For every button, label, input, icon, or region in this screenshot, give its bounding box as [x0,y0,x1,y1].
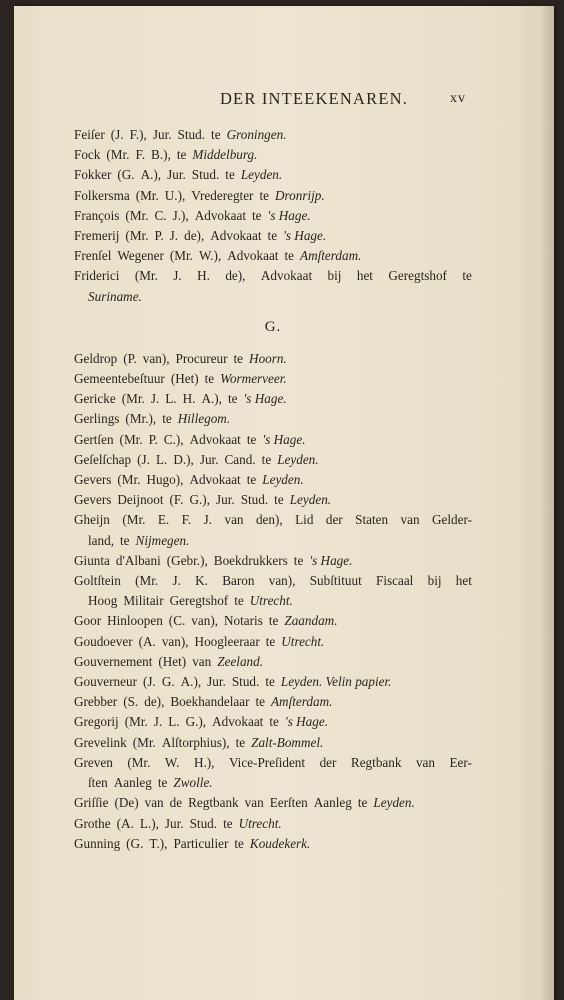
entry-word: François [74,207,120,223]
entry-word: F.), [129,127,147,142]
subscriber-entry [74,672,472,692]
subscriber-entry [74,652,472,672]
entry-word: Giunta [74,552,110,568]
entry-word: Grebber [74,694,118,710]
subscriber-entry [74,814,472,834]
entry-word: K. [195,573,208,589]
entry-word: Gouvernement [74,653,153,669]
entry-word: A.), [201,391,222,407]
entry-word: (J. [110,127,124,142]
entry-line [74,470,472,490]
entry-word: (Mr. [134,268,158,284]
entry-word: H. [182,391,196,407]
subscriber-entry [74,349,472,369]
entry-place: Koudekerk. [249,835,311,851]
entry-word: te [259,187,269,203]
entry-word: Geregtshof [169,593,229,609]
entry-word: Boekhandelaar [170,694,250,710]
entry-word: de), [184,228,205,244]
entry-word: te [265,633,276,649]
entry-word: Gouverneur [74,674,137,690]
entry-line [74,834,472,854]
entry-place: 's Hage. [309,552,353,568]
entry-word: Wegener [117,248,164,264]
entry-word: E. [157,512,170,528]
entry-word: Notaris [224,613,263,629]
entry-word: C. [154,207,167,223]
entry-line [74,349,472,369]
entry-word: te [261,451,272,467]
subscriber-entry [74,165,472,185]
entry-place: Zwolle. [173,775,213,791]
subscriber-entry [74,389,472,409]
entry-word: (Mr. [132,734,156,750]
entry-word: te [225,167,235,183]
entry-word: Vice-Preſident [228,754,306,770]
subscriber-entry [74,450,472,470]
entry-word: te [157,775,168,791]
entry-word: Fokker [74,167,112,183]
entry-word: Eerſten [269,795,308,811]
entry-place: Leyden. [289,492,332,508]
entry-line [74,450,472,470]
entry-place: Leyden. Velin papier. [280,674,392,690]
entry-line [74,409,472,429]
entry-word: Jur. [152,127,172,142]
entry-word: (C. [168,613,186,629]
page-number: xv [450,91,466,106]
entry-place: Amſterdam. [271,694,333,710]
entry-word: Gheijn [74,512,110,528]
entry-word: Gemeentebeſtuur [74,371,165,387]
entry-word: te [204,371,215,387]
entry-word: Geregtshof [388,268,447,284]
entry-word: Griſſie [74,795,109,811]
entry-word: de), [144,694,165,710]
entry-line [74,712,472,732]
entry-line [74,430,472,450]
entry-word: Staten [355,512,389,528]
entry-word: Gelder- [431,512,472,528]
entry-word: van [144,795,164,811]
entry-word: Gericke [74,391,116,407]
entry-place: Dronrijp. [274,187,325,203]
entry-line [74,165,472,185]
entry-line [74,266,472,286]
entry-line [74,692,472,712]
entry-word: U.), [164,187,186,203]
entry-word: van), [142,350,170,366]
entry-line [74,186,472,206]
entry-word: van), [191,613,219,629]
entry-line [74,814,472,834]
entry-word: (Mr. [125,228,149,244]
page-fold-shadow [540,6,554,1000]
entry-word: te [284,248,295,264]
entry-word: A.), [180,674,202,690]
entry-word: Aanleg [113,775,152,791]
entry-word: Hinloopen [107,613,163,629]
entry-place: Hillegom. [177,411,231,427]
entry-line [74,632,472,652]
entry-word: J. [169,228,179,244]
entry-word: A.), [140,167,162,183]
entry-word: (Mr. [135,187,159,203]
subscriber-entry [74,145,472,165]
entry-word: van [192,653,212,669]
entry-line [74,369,472,389]
entry-word: Feiſer [74,127,105,142]
entry-place: Leyden. [262,472,304,488]
entry-line [74,145,472,165]
entry-word: Goudoever [74,633,133,649]
entry-word: Regtbank [350,754,402,770]
entry-word: (Mr. [106,147,130,163]
entry-word: te [255,694,265,710]
entry-word: H.), [193,754,215,770]
subscriber-entry [74,125,472,145]
entry-word: Fremerij [74,228,120,244]
entry-word: Jur. [164,815,184,831]
entry-word: Gregorij [74,714,119,730]
entry-word: te [357,795,368,811]
entry-word: L. [168,714,180,730]
entry-line [74,672,472,692]
entry-continuation-line [74,591,472,611]
entry-word: J. [172,573,181,589]
entry-word: H. [197,268,210,284]
subscriber-entry [74,490,472,510]
subscriber-entry [74,226,472,246]
entry-place: Nijmegen. [135,532,190,548]
entry-word: (P. [123,350,137,366]
entry-word: Eer- [449,754,472,770]
entry-line [74,490,472,510]
entry-word: te [227,391,238,407]
section-g-entries [74,349,472,854]
entry-place: 's Hage. [243,391,287,407]
section-letter-g: G. [264,318,282,335]
entry-word: (Mr. [169,248,193,264]
subscriber-entry [74,510,472,550]
entry-word: Gertſen [74,431,114,447]
entry-word: (Mr. [122,512,146,528]
entry-word: Jur. [207,674,226,690]
entry-word: Stud. [240,492,269,508]
entry-place: Utrecht. [249,593,293,609]
entry-word: te [120,532,130,548]
entry-word: Particulier [173,835,229,851]
entry-place: 's Hage. [262,431,306,447]
entry-word: de), [225,268,246,284]
entry-word: (Mr. [119,431,143,447]
subscriber-entry [74,266,472,306]
subscriber-entry [74,692,472,712]
entry-word: (Gebr.), [166,552,208,568]
entry-place: Wormerveer. [220,371,287,387]
entry-word: Stud. [231,674,260,690]
entry-word: Stud. [191,167,220,183]
entry-word: van [415,754,435,770]
entry-word: te [176,147,187,163]
entry-word: P. [148,431,158,447]
entry-word: Militair [123,593,164,609]
entry-word: Boekdrukkers [213,552,288,568]
entry-word: te [269,714,279,730]
entry-word: de [169,795,183,811]
entry-word: Hugo), [146,472,184,488]
entry-word: te [234,593,244,609]
entry-word: (G. [126,835,144,851]
entry-word: Procureur [175,350,228,366]
entry-line [74,611,472,631]
entry-place: 's Hage. [284,714,329,730]
entry-line [74,125,472,145]
entry-word: Advokaat [210,228,262,244]
entry-word: d'Albani [115,552,161,568]
entry-line [74,571,472,591]
entry-word: Aanleg [313,795,352,811]
entry-place: Middelburg. [192,147,258,163]
entry-word: het [356,268,373,284]
entry-word: (A. [138,633,156,649]
entry-word: (De) [114,795,139,811]
entry-word: te [265,674,275,690]
entry-word: (F. [169,492,184,508]
subscriber-entry [74,632,472,652]
entry-word: Advokaat [189,472,241,488]
entry-word: (J. [142,674,156,690]
entry-word: Grevelink [74,734,127,750]
entry-word: Goltſtein [74,573,121,589]
entry-word: Fiscaal [375,573,414,589]
subscriber-entry [74,186,472,206]
entry-word: (Mr. [121,391,145,407]
entry-word: te [252,207,262,223]
entry-word: te [268,613,279,629]
entry-word: L. [155,451,168,467]
subscriber-list [74,125,472,854]
entry-word: Geſelſchap [74,451,132,467]
subscriber-entry [74,206,472,226]
entry-word: Advokaat [194,207,246,223]
subscriber-entry [74,430,472,450]
running-head: DER INTEEKENAREN. [219,89,409,108]
entry-word: van [244,795,264,811]
entry-word: Gevers [74,492,112,508]
entry-word: Alſtorphius), [161,734,230,750]
entry-word: van), [268,573,296,589]
section-f-entries [74,125,472,307]
entry-word: bij [427,573,442,589]
entry-continuation-line [74,531,472,551]
subscriber-entry [74,733,472,753]
entry-word: (S. [123,694,139,710]
entry-word: Friderici [74,268,120,284]
entry-place: 's Hage. [283,228,327,244]
entry-word: te [293,552,304,568]
entry-place: Zaandam. [284,613,338,629]
entry-word: van [400,512,420,528]
entry-word: Jur. [167,167,186,183]
subscriber-entry [74,369,472,389]
entry-word: der [325,512,343,528]
entry-word: Subſtituut [309,573,362,589]
entry-place: Suriname. [88,288,142,304]
entry-word: W.), [198,248,222,264]
entry-word: Advokaat [227,248,279,264]
entry-word: Greven [74,754,113,770]
entry-word: Frenſel [74,248,112,264]
entry-line [74,226,472,246]
entry-place: Zalt-Bommel. [251,734,324,750]
entry-line [74,733,472,753]
entry-word: (G. [117,167,135,183]
entry-word: (Het) [170,371,199,387]
entry-word: te [233,350,244,366]
entry-word: J. [150,391,160,407]
entry-word: te [246,431,257,447]
entry-word: te [162,411,172,427]
entry-word: T.), [149,835,168,851]
entry-word: P. [154,228,164,244]
entry-word: (Mr. [117,472,141,488]
entry-place: 's Hage. [267,207,311,223]
entry-place: Amſterdam. [300,248,362,264]
entry-word: (Mr. [125,207,149,223]
entry-word: te [235,734,246,750]
entry-line [74,753,472,773]
subscriber-entry [74,793,472,813]
entry-place: Leyden. [277,451,319,467]
entry-word: Gevers [74,472,112,488]
entry-word: Stud. [177,127,206,142]
entry-word: Advokaat [189,431,241,447]
entry-place: Zeeland. [217,653,264,669]
entry-word: (Mr. [124,714,148,730]
entry-word: (Het) [158,653,187,669]
entry-word: Advokaat [260,268,313,284]
entry-word: Geldrop [74,350,118,366]
entry-word: (Mr.), [125,411,157,427]
entry-word: Advokaat [212,714,264,730]
entry-word: te [234,835,244,851]
entry-word: Stud. [189,815,218,831]
entry-word: J. [153,714,163,730]
subscriber-entry [74,712,472,732]
entry-word: J. [173,268,182,284]
entry-word: B.), [151,147,171,163]
entry-word: Deijnoot [117,492,164,508]
entry-line [74,206,472,226]
entry-word: te [462,268,472,284]
entry-word: Jur. [216,492,235,508]
entry-continuation-line [74,287,472,307]
entry-word: der [319,754,337,770]
entry-word: van), [161,633,189,649]
entry-word: te [246,472,257,488]
entry-place: Leyden. [373,795,415,811]
entry-word: Baron [222,573,255,589]
entry-word: (J. [137,451,150,467]
entry-line [74,793,472,813]
entry-word: Gerlings [74,411,120,427]
entry-word: G.), [189,492,210,508]
entry-word: Lid [295,512,314,528]
entry-word: J.), [172,207,189,223]
entry-word: het [455,573,472,589]
entry-line [74,652,472,672]
entry-place: Groningen. [226,127,287,142]
entry-word: F. [135,147,146,163]
entry-word: te [211,127,221,142]
subscriber-entry [74,246,472,266]
entry-word: Grothe [74,815,111,831]
entry-line [74,389,472,409]
entry-word: W. [164,754,180,770]
entry-line [74,246,472,266]
entry-word: te [267,228,278,244]
entry-word: te [274,492,284,508]
subscriber-entry [74,551,472,571]
entry-word: den), [255,512,283,528]
entry-word: F. [181,512,192,528]
entry-place: Hoorn. [249,350,287,366]
subscriber-entry [74,753,472,793]
entry-word: Hoog [88,593,118,609]
entry-word: L. [165,391,177,407]
entry-word: Goor [74,613,102,629]
subscriber-entry [74,571,472,611]
subscriber-entry [74,409,472,429]
entry-line [74,510,472,530]
entry-word: L.), [139,815,159,831]
entry-word: Cand. [224,451,256,467]
subscriber-entry [74,611,472,631]
subscriber-entry [74,470,472,490]
entry-word: G. [161,674,175,690]
entry-place: Leyden. [240,167,283,183]
entry-word: Hoogleeraar [194,633,260,649]
subscriber-entry [74,834,472,854]
entry-continuation-line [74,773,472,793]
entry-word: bij [327,268,342,284]
entry-word: van [224,512,244,528]
entry-line [74,551,472,571]
entry-word: (A. [116,815,134,831]
entry-place: Utrecht. [281,633,325,649]
entry-word: J. [203,512,213,528]
entry-word: G.), [185,714,207,730]
entry-word: Vrederegter [191,187,254,203]
entry-word: Folkersma [74,187,130,203]
entry-word: Gunning [74,835,121,851]
entry-word: (Mr. [127,754,151,770]
entry-word: Regtbank [188,795,239,811]
book-page [14,6,554,1000]
entry-word: (Mr. [135,573,159,589]
entry-word: ſten [88,775,108,791]
entry-word: C.), [163,431,184,447]
entry-word: land, [88,532,115,548]
entry-word: D.), [173,451,194,467]
entry-word: Jur. [199,451,219,467]
entry-word: Fock [74,147,101,163]
entry-word: te [223,815,233,831]
entry-place: Utrecht. [238,815,282,831]
